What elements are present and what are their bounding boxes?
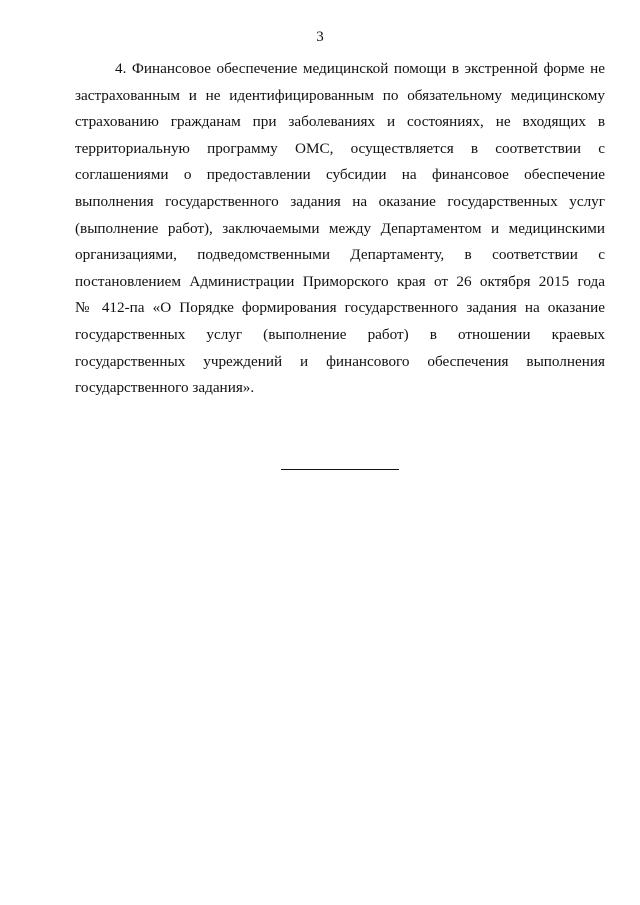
paragraph-line: государственных услуг (выполнение работ) в отношении краевых (75, 325, 605, 343)
end-separator-line (281, 469, 399, 470)
paragraph-4 (75, 56, 605, 402)
paragraph-line: постановлением Администрации Приморского края от 26 октября 2015 года (75, 272, 605, 290)
paragraph-line: застрахованным и не идентифицированным по обязательному медицинскому (75, 86, 605, 104)
paragraph-line: выполнения государственного задания на оказание государственных услуг (75, 192, 605, 210)
page-number: 3 (316, 29, 324, 45)
paragraph-line: государственных учреждений и финансового обеспечения выполнения (75, 352, 605, 370)
paragraph-line: (выполнение работ), заключаемыми между Департаментом и медицинскими (75, 219, 605, 237)
paragraph-line: территориальную программу ОМС, осуществляется в соответствии с (75, 139, 605, 157)
paragraph-line: страхованию гражданам при заболеваниях и состояниях, не входящих в (75, 113, 605, 131)
paragraph-line: 4. Финансовое обеспечение медицинской помощи в экстренной форме не (115, 60, 605, 77)
paragraph-line: государственного задания». (75, 379, 255, 397)
paragraph-line: № 412-па «О Порядке формирования государственного задания на оказание (75, 299, 605, 317)
paragraph-line: организациями, подведомственными Департаменту, в соответствии с (75, 246, 605, 264)
paragraph-line: соглашениями о предоставлении субсидии на финансовое обеспечение (75, 166, 605, 184)
